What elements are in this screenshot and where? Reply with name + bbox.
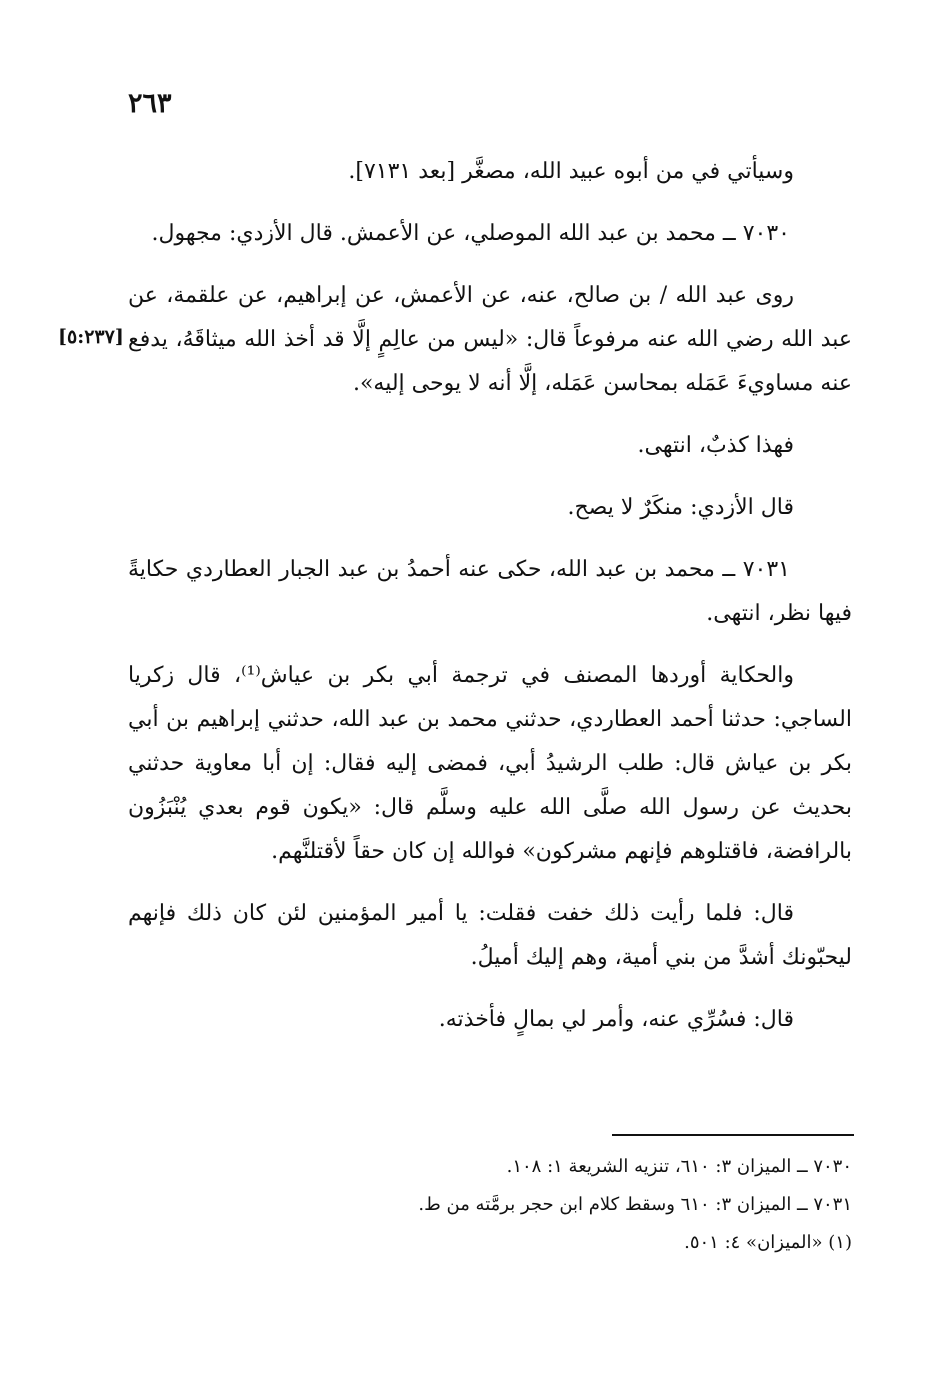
paragraph-reply: قال: فلما رأيت ذلك خفت فقلت: يا أمير المؤمنين لئن كان ذلك فإنهم ليحبّونك أشدَّ من بني أمية، وهم إليك أميلُ. xyxy=(128,901,852,970)
paragraph-cross-reference: وسيأتي في من أبوه عبيد الله، مصغَّر [بعد ٧١٣١]. xyxy=(348,159,794,184)
margin-reference: [٥:٢٣٧] xyxy=(58,326,124,348)
entry-7030: ٧٠٣٠ ــ محمد بن عبد الله الموصلي، عن الأعمش. قال الأزدي: مجهول. xyxy=(151,221,790,246)
footnote-1: (١) «الميزان» ٤: ٥٠١. xyxy=(684,1232,852,1253)
paragraph-narration: روى عبد الله / بن صالح، عنه، عن الأعمش، عن إبراهيم، عن علقمة، عن عبد الله رضي الله عنه مرفوعاً قال: «ليس من عالِمٍ إلَّا قد أخذ الله ميثاقَهُ، يدفع عنه مساويءَ عَمَله بمحاسن عَمَله، إلَّا أنه لا يوحى إليه». xyxy=(128,283,852,396)
main-text xyxy=(128,150,852,1048)
footnotes xyxy=(128,1148,852,1262)
paragraph-story: والحكاية أوردها المصنف في ترجمة أبي بكر بن عياش⁽¹⁾، قال زكريا الساجي: حدثنا أحمد العطاردي، حدثني محمد بن عبد الله، حدثني إبراهيم بن أبي بكر بن عياش قال: طلب الرشيدُ أبي، فمضى إليه فقال: إن أبا معاوية حدثني بحديث عن رسول الله صلَّى الله عليه وسلَّم قال: «يكون قوم بعدي يُنْبَزُون بالرافضة، فاقتلوهم فإنهم مشركون» فوالله إن كان حقاً لأقتلنَّهم. xyxy=(128,663,852,864)
entry-7031: ٧٠٣١ ــ محمد بن عبد الله، حكى عنه أحمدُ بن عبد الجبار العطاردي حكايةً فيها نظر، انتهى. xyxy=(128,557,852,626)
page-number: ٢٦٣ xyxy=(128,88,172,119)
paragraph-azdi: قال الأزدي: منكَرٌ لا يصح. xyxy=(567,495,794,520)
paragraph-verdict: فهذا كذبٌ، انتهى. xyxy=(637,433,794,458)
footnote-7030: ٧٠٣٠ ــ الميزان ٣: ٦١٠، تنزيه الشريعة ١: ١٠٨. xyxy=(506,1156,852,1177)
paragraph-ending: قال: فسُرِّي عنه، وأمر لي بمالٍ فأخذته. xyxy=(438,1007,794,1032)
footnote-divider xyxy=(612,1134,854,1136)
footnote-7031: ٧٠٣١ ــ الميزان ٣: ٦١٠ وسقط كلام ابن حجر برمَّته من ط. xyxy=(418,1194,852,1215)
